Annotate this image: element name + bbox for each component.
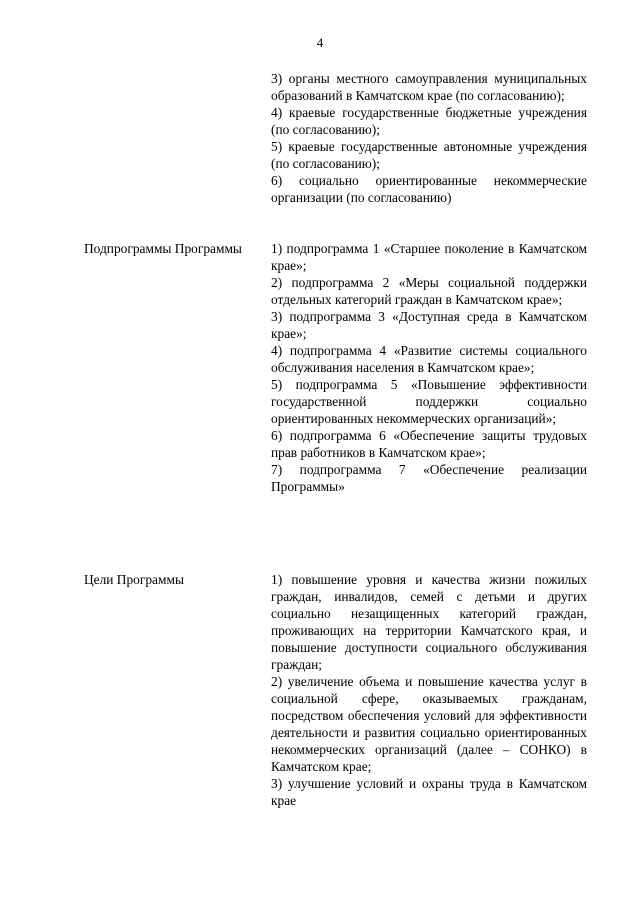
subprograms-label: Подпрограммы Программы <box>84 241 242 256</box>
page-number: 4 <box>316 35 324 50</box>
list-item: 3) органы местного самоуправления муниципальных образований в Камчатском крае (по согласованию); <box>271 71 587 103</box>
participants-content <box>271 70 587 206</box>
list-item: 4) краевые государственные бюджетные учреждения (по согласованию); <box>271 105 587 137</box>
list-item: 3) улучшение условий и охраны труда в Камчатском крае <box>271 776 587 808</box>
goals-label: Цели Программы <box>84 572 184 587</box>
list-item: 1) повышение уровня и качества жизни пожилых граждан, инвалидов, семей с детьми и других социально незащищенных категорий граждан, проживающих на территории Камчатского края, и повышение доступности социального обслуживания граждан; <box>271 572 587 672</box>
list-item: 2) увеличение объема и повышение качества услуг в социальной сфере, оказываемых гражданам, посредством обеспечения условий для эффективности деятельности и развития социально ориентированных некоммерческих организаций (далее – СОНКО) в Камчатском крае; <box>271 674 587 774</box>
list-item: 5) краевые государственные автономные учреждения (по согласованию); <box>271 139 587 171</box>
list-item: 3) подпрограмма 3 «Доступная среда в Камчатском крае»; <box>271 309 587 341</box>
list-item: 6) подпрограмма 6 «Обеспечение защиты трудовых прав работников в Камчатском крае»; <box>271 428 587 460</box>
goals-content <box>271 571 587 809</box>
list-item: 1) подпрограмма 1 «Старшее поколение в Камчатском крае»; <box>271 241 587 273</box>
list-item: 6) социально ориентированные некоммерческие организации (по согласованию) <box>271 173 587 205</box>
list-item: 2) подпрограмма 2 «Меры социальной поддержки отдельных категорий граждан в Камчатском крае»; <box>271 275 587 307</box>
list-item: 7) подпрограмма 7 «Обеспечение реализации Программы» <box>271 462 587 494</box>
list-item: 5) подпрограмма 5 «Повышение эффективности государственной поддержки социально ориентированных некоммерческих организаций»; <box>271 377 587 426</box>
list-item: 4) подпрограмма 4 «Развитие системы социального обслуживания населения в Камчатском крае»; <box>271 343 587 375</box>
subprograms-content <box>271 240 587 495</box>
